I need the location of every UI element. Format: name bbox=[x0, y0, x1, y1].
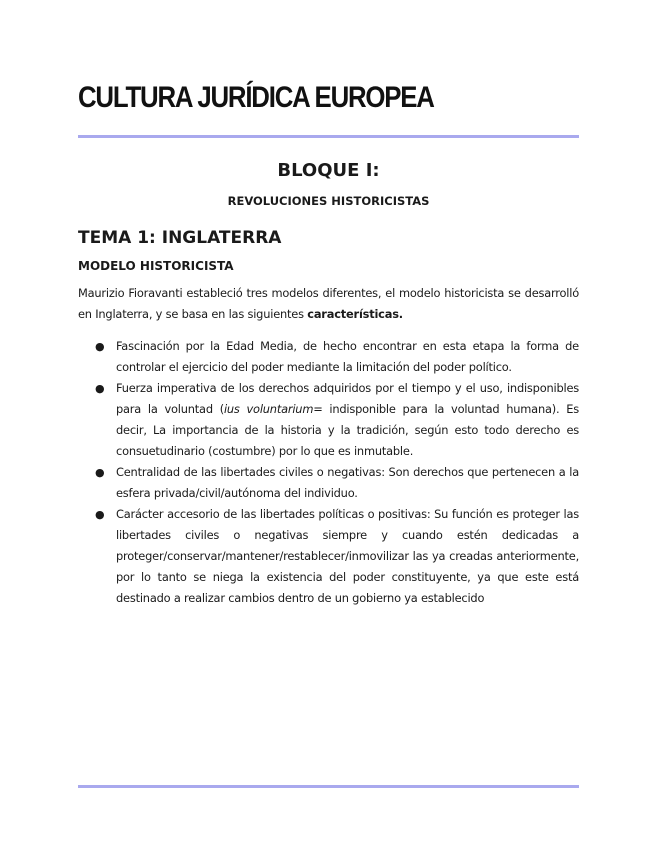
section-heading: MODELO HISTORICISTA bbox=[78, 259, 234, 273]
tema-heading: TEMA 1: INGLATERRA bbox=[78, 228, 282, 248]
list-item bbox=[78, 504, 579, 609]
list-item-text: Fascinación por la Edad Media, de hecho encontrar en esta etapa la forma de controlar el ejercicio del poder mediante la limitación del poder político. bbox=[116, 339, 579, 374]
bloque-subtitle: REVOLUCIONES HISTORICISTAS bbox=[227, 194, 430, 208]
intro-bold: características. bbox=[307, 307, 403, 321]
footer-divider bbox=[78, 785, 579, 788]
header-divider bbox=[78, 135, 579, 138]
list-item-text: Carácter accesorio de las libertades políticas o positivas: Su función es proteger las libertades civiles o negativas siempre y cuando estén dedicadas a proteger/conservar/mantener/restablecer/inmovilizar las ya creadas anteriormente, por lo tanto se niega la existencia del poder constituyente, ya que este está destinado a realizar cambios dentro de un gobierno ya establecido bbox=[116, 507, 579, 605]
intro-text: Maurizio Fioravanti estableció tres modelos diferentes, el modelo historicista se desarrolló en Inglaterra, y se basa en las siguientes bbox=[78, 286, 579, 321]
document-title: CULTURA JURÍDICA EUROPEA bbox=[78, 81, 434, 114]
characteristics-list bbox=[78, 336, 579, 609]
bullet-icon: ● bbox=[95, 382, 105, 395]
list-item-text: Fuerza imperativa de los derechos adquiridos por el tiempo y el uso, indisponibles para la voluntad ( bbox=[116, 381, 579, 416]
bullet-icon: ● bbox=[95, 466, 105, 479]
bullet-icon: ● bbox=[95, 340, 105, 353]
list-item bbox=[78, 378, 579, 462]
list-item-text: Centralidad de las libertades civiles o negativas: Son derechos que pertenecen a la esfera privada/civil/autónoma del individuo. bbox=[116, 465, 579, 500]
list-item-text-after: = indisponible para la voluntad humana). Es decir, La importancia de la historia y la tradición, según esto todo derecho es consuetudinario (costumbre) por lo que es inmutable. bbox=[116, 402, 579, 458]
list-item bbox=[78, 336, 579, 378]
intro-paragraph bbox=[78, 283, 579, 325]
list-item bbox=[78, 462, 579, 504]
bullet-icon: ● bbox=[95, 508, 105, 521]
bloque-heading: BLOQUE I: bbox=[277, 160, 380, 181]
list-item-italic: ius voluntarium bbox=[223, 402, 314, 416]
